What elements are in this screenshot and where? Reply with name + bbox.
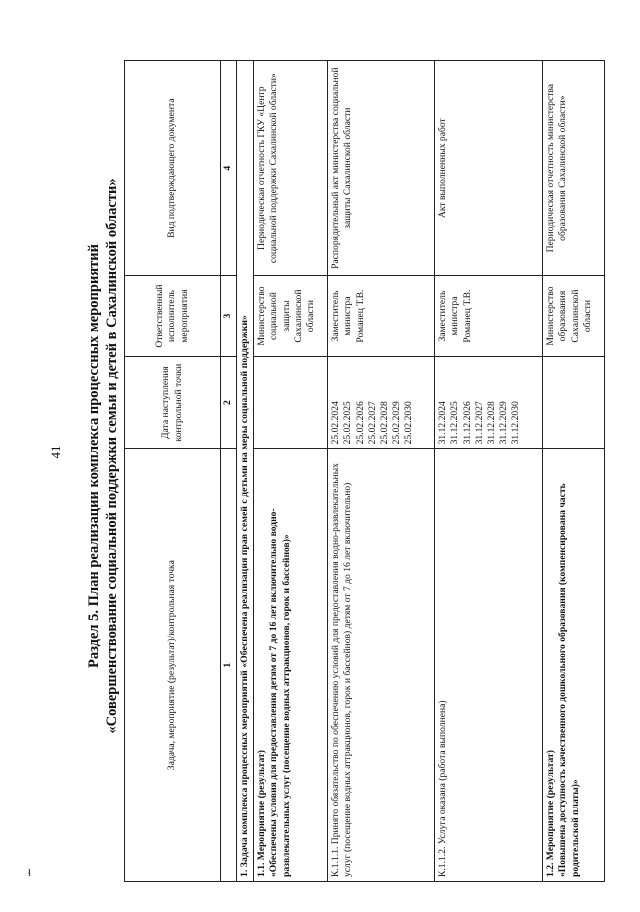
checkpoint-date: 25.02.2029 (391, 401, 403, 445)
header-date: Дата наступления контрольной точки (125, 356, 221, 449)
task-row (237, 61, 254, 882)
date-cell (543, 356, 605, 449)
checkpoint-date: 25.02.2027 (366, 401, 378, 445)
table-row (543, 61, 605, 882)
column-number: 3 (221, 276, 237, 356)
checkpoint-date: 31.12.2026 (461, 401, 473, 445)
plan-table (124, 60, 605, 882)
checkpoint-date: 31.12.2030 (510, 401, 522, 445)
table-row (254, 61, 328, 882)
measure-cell (543, 449, 605, 882)
checkpoint-date: 25.02.2024 (330, 401, 342, 445)
date-cell (254, 356, 328, 449)
page-number: 41 (48, 445, 63, 459)
measure-cell (254, 449, 328, 882)
header-document: Вид подтверждающего документа (125, 61, 221, 276)
header-task: Задача, мероприятие (результат)/контрольная точка (125, 449, 221, 882)
checkpoint-date: 25.02.2030 (403, 401, 415, 445)
document-cell: Распорядительный акт министерства социальной защиты Сахалинской области (328, 61, 435, 276)
measure-title: 1.2. Мероприятие (результат) (545, 750, 557, 877)
checkpoint-date: 31.12.2027 (473, 401, 485, 445)
checkpoint-date: 31.12.2024 (437, 401, 449, 445)
table-row (328, 61, 435, 882)
checkpoint-date: 25.02.2026 (354, 401, 366, 445)
checkpoint-cell: К.1.1.1. Принято обязательство по обеспечению условий для предоставления водно-развлекательных услуг (посещение водных аттракционов, горок и бассейнов) детям от 7 до 16 лет включительно) (328, 449, 435, 882)
checkpoint-date: 25.02.2025 (342, 401, 354, 445)
column-number: 4 (221, 61, 237, 276)
executor-cell: Министерство социальной защиты Сахалинской области (254, 276, 328, 356)
executor-cell: Министерство образования Сахалинской области (543, 276, 605, 356)
section-title: Раздел 5. План реализации комплекса процессных мероприятий (86, 243, 102, 669)
document-cell: Периодическая отчетность министерства образования Сахалинской области» (543, 61, 605, 276)
document-cell: Акт выполненных работ (435, 61, 543, 276)
section-subtitle: «Совершенствование социальной поддержки семьи и детей в Сахалинской области» (104, 178, 120, 734)
task-text: 1. Задача комплекса процессных мероприятий «Обеспечена реализация прав семей с детьми на меры социальной поддержки» (237, 61, 254, 882)
measure-text: «Повышена доступность качественного дошкольного образования (компенсирована часть родительской платы)» (557, 483, 581, 877)
date-cell (435, 356, 543, 449)
margin-mark: ɬ (28, 868, 31, 879)
measure-title: 1.1. Мероприятие (результат) (256, 750, 268, 877)
checkpoint-date: 31.12.2029 (498, 401, 510, 445)
header-row (125, 61, 221, 882)
table-row (435, 61, 543, 882)
executor-cell: Заместитель министра Романец Т.В. (435, 276, 543, 356)
checkpoint-date: 31.12.2028 (486, 401, 498, 445)
executor-cell: Заместитель министра Романец Т.В. (328, 276, 435, 356)
checkpoint-cell: К.1.1.2. Услуга оказана (работа выполнена) (435, 449, 543, 882)
column-number-row (221, 61, 237, 882)
checkpoint-date: 25.02.2028 (379, 401, 391, 445)
header-executor: Ответственный исполнитель мероприятия (125, 276, 221, 356)
checkpoint-date: 31.12.2025 (449, 401, 461, 445)
date-cell (328, 356, 435, 449)
document-cell: Периодическая отчетность ГКУ «Центр социальной поддержки Сахалинской области» (254, 61, 328, 276)
column-number: 2 (221, 356, 237, 449)
measure-text: «Обеспечены условия для предоставления детям от 7 до 16 лет включительно водно-развлекательных услуг (посещение водных аттракционов, горок и бассейнов)» (268, 508, 292, 877)
column-number: 1 (221, 449, 237, 882)
